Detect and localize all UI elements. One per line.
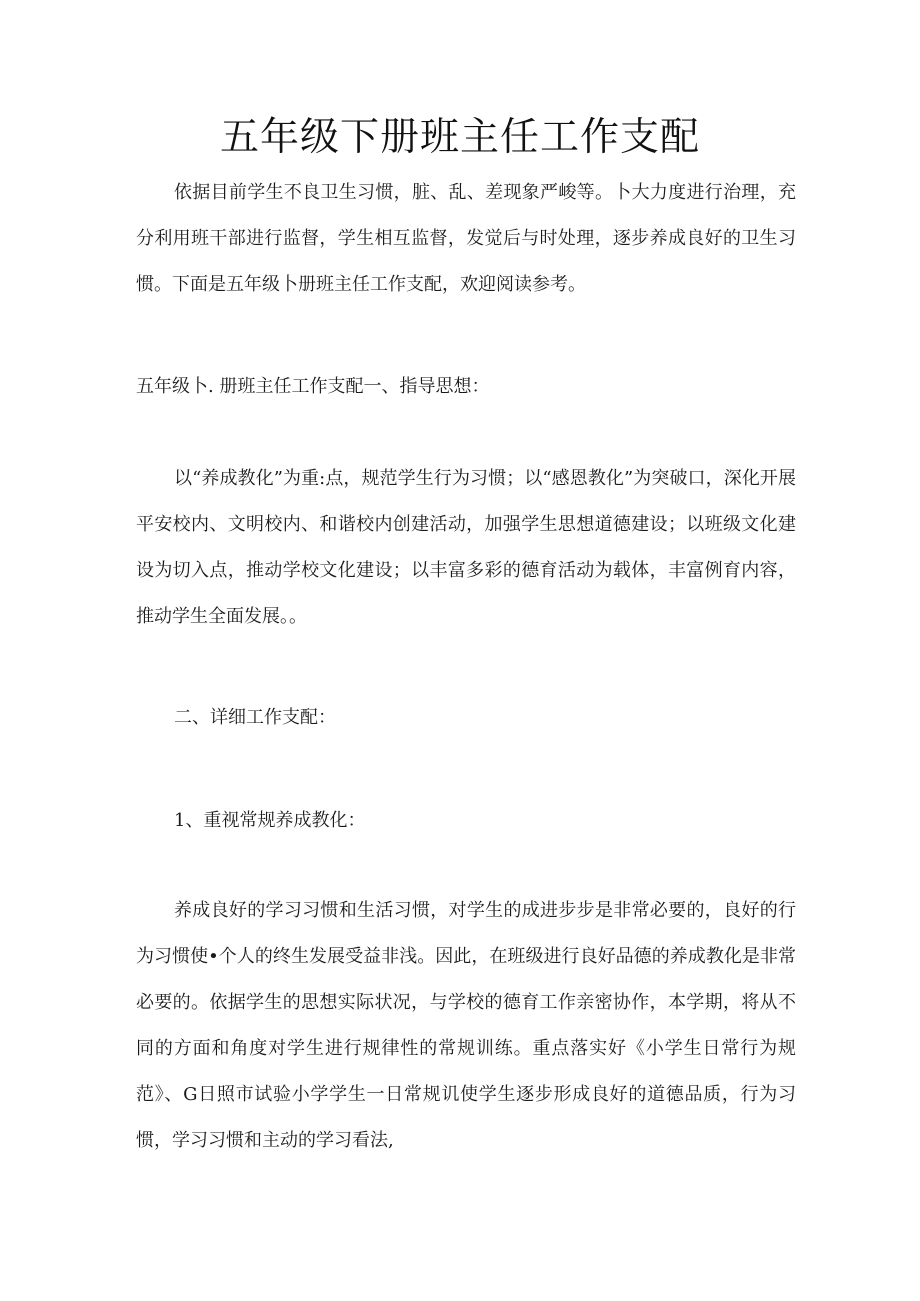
section2-heading: 二、详细工作支配： — [174, 707, 336, 728]
guiding-thought-paragraph: 以“养成教化”为重:点，规范学生行为习惯；以“感恩教化”为突破口，深化开展平安校内、文明校内、和谐校内创建活动，加强学生思想道德建设；以班级文化建设为切入点，推动学校文化建设；以丰富多彩的德育活动为载体，丰富例育内容，推动学生全面发展。。 — [136, 468, 796, 627]
intro-paragraph: 依据目前学生不良卫生习惯，脏、乱、差现象严峻等。卜大力度进行治理，充分利用班干部进行监督，学生相互监督，发觉后与时处理，逐步养成良好的卫生习惯。下面是五年级卜册班主任工作支配，欢迎阅读参考。 — [136, 182, 796, 295]
section1-heading: 五年级卜. 册班主任工作支配一、指导思想： — [136, 376, 490, 397]
item1-paragraph: 养成良好的学习习惯和生活习惯，对学生的成进步步是非常必要的，良好的行为习惯使•个人的终生发展受益非浅。因此，在班级进行良好品德的养成教化是非常必要的。依据学生的思想实际状况，与学校的德育工作亲密协作，本学期，将从不同的方面和角度对学生进行规律性的常规训练。重点落实好《小学生日常行为规范》、G日照市试验小学学生一日常规讥使学生逐步形成良好的道德品质，行为习惯，学习习惯和主动的学习看法, — [136, 900, 796, 1151]
document-title: 五年级下册班主任工作支配 — [219, 115, 700, 160]
item1-heading: 1、重视常规养成教化： — [174, 810, 366, 831]
